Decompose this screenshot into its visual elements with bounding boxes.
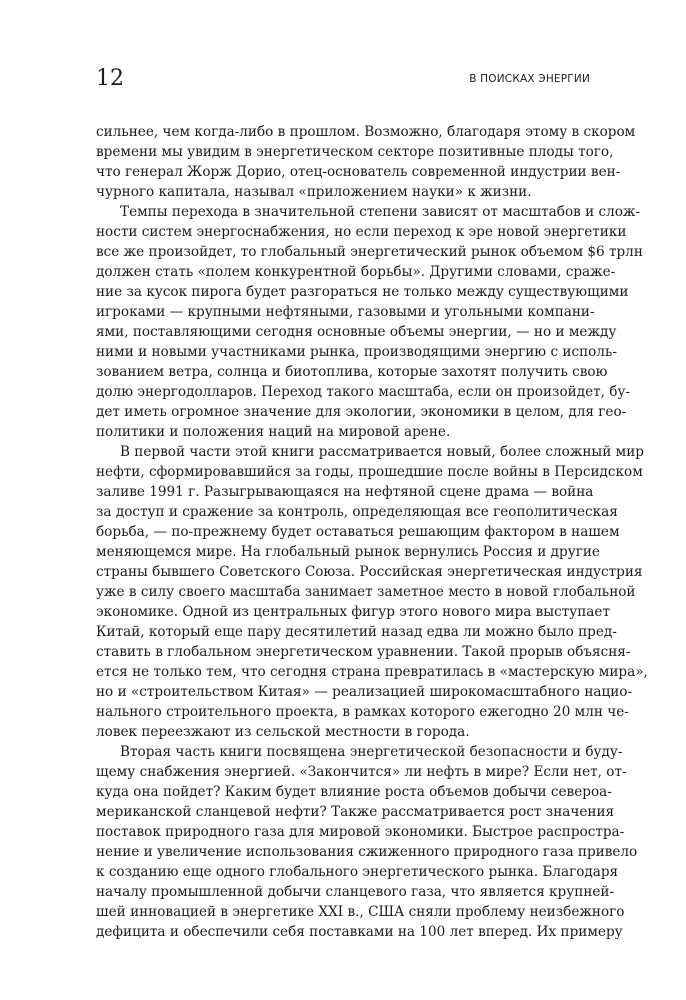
text-line: к созданию еще одного глобального энергетического рынка. Благодаря [96,864,619,880]
text-line: меняющемся мире. На глобальный рынок вернулись Россия и другие [96,544,600,560]
text-line: игроками — крупными нефтяными, газовыми и угольными компани- [96,304,595,320]
text-line: ется не только тем, что сегодня страна превратилась в «мастерскую мира», [96,664,648,680]
text-line: началу промышленной добычи сланцевого газа, что является крупней- [96,884,615,900]
text-line: долю энергодолларов. Переход такого масштаба, если он произойдет, бу- [96,384,631,400]
text-line: ние за кусок пирога будет разгораться не только между существующими [96,284,629,300]
paragraph [96,122,636,202]
text-line: заливе 1991 г. Разыгрывающаяся на нефтяной сцене драма — война [96,484,594,500]
text-line: щему снабжения энергией. «Закончится» ли нефть в мире? Если нет, от- [96,764,627,780]
running-head-title: В ПОИСКАХ ЭНЕРГИИ [469,73,590,85]
text-line: нефти, сформировавшийся за годы, прошедшие после войны в Персидском [96,464,643,480]
text-line: нение и увеличение использования сжиженного природного газа привело [96,844,638,860]
paragraph [96,742,638,942]
text-line: борьба, — по-прежнему будет оставаться решающим фактором в нашем [96,524,620,540]
text-line: уже в силу своего масштаба занимает заметное место в новой глобальной [96,584,636,600]
text-line: что генерал Жорж Дорио, отец-основатель современной индустрии вен- [96,164,621,180]
text-line: времени мы увидим в энергетическом секторе позитивные плоды того, [96,144,614,160]
text-line: страны бывшего Советского Союза. Российская энергетическая индустрия [96,564,643,580]
text-line: все же произойдет, то глобальный энергетический рынок объемом $6 трлн [96,244,643,260]
text-line: но и «строительством Китая» — реализацией широкомасштабного нацио- [96,684,633,700]
text-line: политики и положения наций на мировой арене. [96,424,451,440]
text-line: экономике. Одной из центральных фигур этого нового мира выступает [96,604,610,620]
text-line: мериканской сланцевой нефти? Также рассматривается рост значения [96,804,615,820]
page-number: 12 [96,66,124,91]
text-line: чурного капитала, называл «приложением науки» к жизни. [96,184,532,200]
text-line: за доступ и сражение за контроль, определяющая все геополитическая [96,504,618,520]
body-text [96,122,648,942]
text-line: ями, поставляющими сегодня основные объемы энергии, — но и между [96,324,617,340]
text-line: Китай, который еще пару десятилетий назад едва ли можно было пред- [96,624,617,640]
text-line: дет иметь огромное значение для экологии, экономики в целом, для гео- [96,404,627,420]
text-line: зованием ветра, солнца и биотоплива, которые захотят получить свою [96,364,608,380]
text-line: Темпы перехода в значительной степени зависят от масштабов и слож- [120,204,641,220]
text-line: ставить в глобальном энергетическом уравнении. Такой прорыв объясня- [96,644,631,660]
paragraph [96,442,648,742]
text-line: куда она пойдет? Каким будет влияние роста объемов добычи североа- [96,784,612,800]
text-line: ними и новыми участниками рынка, производящими энергию с исполь- [96,344,617,360]
text-line: Вторая часть книги посвящена энергетической безопасности и буду- [120,744,623,760]
text-line: нального строительного проекта, в рамках которого ежегодно 20 млн че- [96,704,629,720]
text-line: должен стать «полем конкурентной борьбы». Другими словами, сраже- [96,264,616,280]
text-line: сильнее, чем когда-либо в прошлом. Возможно, благодаря этому в скором [96,124,636,140]
text-line: ловек переезжают из сельской местности в города. [96,724,470,740]
text-line: дефицита и обеспечили себя поставками на 100 лет вперед. Их примеру [96,924,623,940]
text-line: В первой части этой книги рассматривается новый, более сложный мир [120,444,644,460]
text-line: ности систем энергоснабжения, но если переход к эре новой энергетики [96,224,627,240]
text-line: поставок природного газа для мировой экономики. Быстрое распростра- [96,824,625,840]
text-line: шей инновацией в энергетике XXI в., США сняли проблему неизбежного [96,904,625,920]
paragraph [96,202,643,442]
